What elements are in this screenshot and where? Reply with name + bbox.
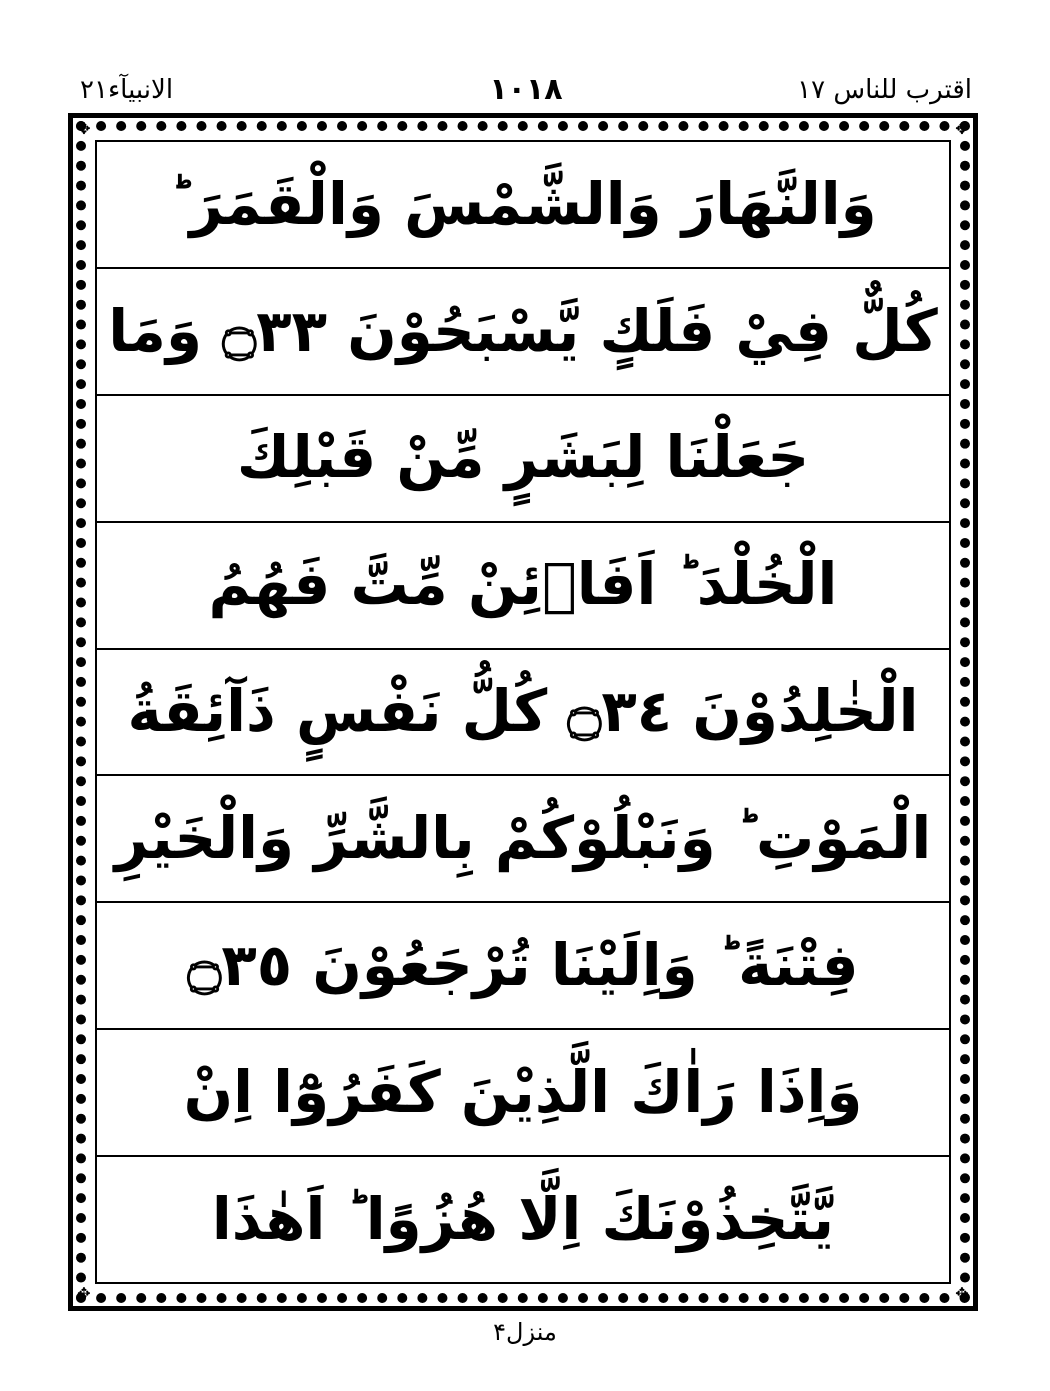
verse-line bbox=[97, 396, 949, 523]
verse-text: كُلٌّ فِيْ فَلَكٍ يَّسْبَحُوْنَ ۝٣٣ وَمَا bbox=[108, 296, 938, 365]
corner-ornament-icon: ✥ bbox=[77, 119, 91, 138]
verse-lines bbox=[97, 142, 949, 1282]
verse-text: جَعَلْنَا لِبَشَرٍ مِّنْ قَبْلِكَ bbox=[236, 423, 810, 492]
juz-name: اقترب للناس ۱۷ bbox=[797, 75, 972, 105]
verse-text: الْخٰلِدُوْنَ ۝٣٤ كُلُّ نَفْسٍ ذَآئِقَةُ bbox=[127, 677, 919, 746]
verse-line bbox=[97, 776, 949, 903]
verse-line bbox=[97, 1030, 949, 1157]
page-number: ۱۰۱۸ bbox=[489, 72, 563, 107]
verse-text: الْمَوْتِ ؕ وَنَبْلُوْكُمْ بِالشَّرِّ وَالْخَيْرِ bbox=[114, 804, 932, 873]
verse-text: وَاِذَا رَاٰكَ الَّذِيْنَ كَفَرُوْٓا اِنْ bbox=[183, 1057, 863, 1126]
page-header bbox=[70, 70, 982, 110]
text-frame bbox=[95, 140, 951, 1284]
surah-name: الانبیآء۲۱ bbox=[80, 75, 174, 105]
manzil-label: منزل۴ bbox=[493, 1318, 557, 1346]
verse-text: يَّتَّخِذُوْنَكَ اِلَّا هُزُوًا ؕ اَهٰذَا bbox=[211, 1184, 835, 1253]
verse-text: وَالنَّهَارَ وَالشَّمْسَ وَالْقَمَرَ ؕ bbox=[169, 169, 877, 238]
corner-ornament-icon: ✥ bbox=[955, 119, 969, 138]
corner-ornament-icon: ✥ bbox=[955, 1284, 969, 1303]
verse-line bbox=[97, 903, 949, 1030]
verse-line bbox=[97, 269, 949, 396]
verse-line bbox=[97, 650, 949, 777]
verse-line bbox=[97, 1157, 949, 1282]
verse-line bbox=[97, 142, 949, 269]
corner-ornament-icon: ✥ bbox=[77, 1284, 91, 1303]
verse-text: فِتْنَةً ؕ وَاِلَيْنَا تُرْجَعُوْنَ ۝٣٥ bbox=[187, 930, 859, 999]
verse-line bbox=[97, 523, 949, 650]
verse-text: الْخُلْدَ ؕ اَفَاۡئِنْ مِّتَّ فَهُمُ bbox=[208, 550, 838, 619]
